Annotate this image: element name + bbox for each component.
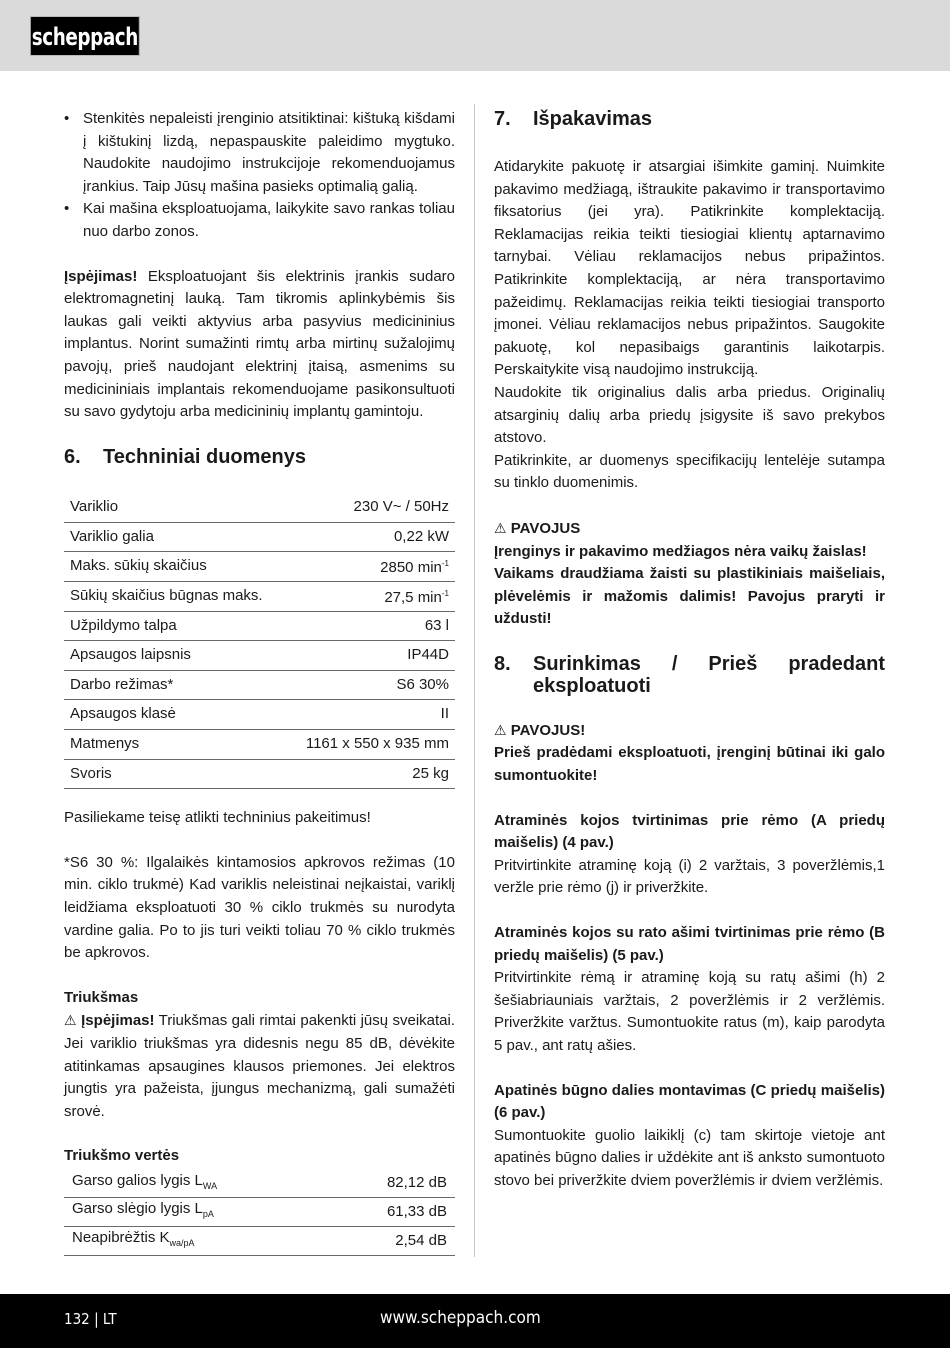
right-column: [494, 108, 885, 1193]
noise-label-subscript: wa/pA: [169, 1238, 195, 1249]
spec-value: [286, 670, 455, 700]
spec-row: [64, 611, 455, 641]
spec-value-text: 1161 x 550 x 935 mm: [305, 734, 449, 752]
danger-label: PAVOJUS: [510, 519, 581, 537]
scheppach-logo: scheppach: [30, 16, 140, 56]
spec-value: [286, 582, 455, 612]
safety-bullets: [64, 108, 455, 244]
bullet-item: • Stenkitės nepaleisti įrenginio atsitiktinai: kištuką kišdami į kištukinį lizdą, nepaspauskite paleidimo mygtuko. Naudokite naudojimo instrukcijoje rekomenduojamus įrankius. Taip Jūsų mašina pasieks optimalią galią.: [64, 108, 455, 198]
section-8-heading: [494, 653, 885, 697]
step-heading: Atraminės kojos tvirtinimas prie rėmo (A priedų maišelis) (4 pav.): [494, 811, 885, 852]
assembly-step: [494, 1080, 885, 1193]
spec-label: Apsaugos klasė: [64, 700, 286, 730]
spec-row: [64, 759, 455, 789]
section-title: Surinkimas / Prieš pradedant: [533, 652, 885, 675]
spec-row: [64, 493, 455, 523]
spec-unit-exponent: -1: [441, 589, 449, 598]
warning-label: Įspėjimas!: [81, 1012, 155, 1030]
noise-value: 2,54 dB: [330, 1227, 455, 1256]
spec-label: Darbo režimas*: [64, 670, 286, 700]
page-header: [0, 0, 950, 71]
noise-label-text: Neapibrėžtis K: [72, 1229, 170, 1247]
spec-value-text: 63 l: [424, 616, 449, 634]
noise-row: [64, 1227, 455, 1256]
assembly-step: [494, 810, 885, 900]
spec-value-text: 0,22 kW: [393, 527, 449, 545]
step-text: Pritvirtinkite atraminę koją (i) 2 varžtais, 3 poveržlėmis,1 veržle prie rėmo (j) ir priveržkite.: [494, 856, 885, 897]
left-column: [64, 108, 455, 1256]
spec-value: [286, 611, 455, 641]
noise-value: 61,33 dB: [330, 1198, 455, 1227]
danger-label: PAVOJUS!: [510, 721, 586, 739]
emf-warning: [64, 266, 455, 424]
page-number: [64, 1310, 117, 1328]
spec-value-text: 2850 min: [380, 559, 442, 577]
spec-value: [286, 493, 455, 523]
spec-row: [64, 700, 455, 730]
spec-row: [64, 641, 455, 671]
spec-value: [286, 729, 455, 759]
warning-icon: ⚠: [494, 519, 507, 536]
noise-label: [64, 1198, 330, 1227]
reserve-note: Pasiliekame teisę atlikti techninius pakeitimus!: [64, 809, 371, 827]
step-heading: Atraminės kojos su rato ašimi tvirtinimas prie rėmo (B priedų maišelis) (5 pav.): [494, 924, 885, 964]
danger-block-assembly: [494, 719, 885, 788]
noise-row: [64, 1198, 455, 1227]
spec-value-text: S6 30%: [396, 675, 449, 693]
noise-label: [64, 1227, 330, 1256]
section-7-heading: [494, 108, 885, 130]
noise-heading: Triukšmas: [64, 988, 139, 1006]
spec-label: Variklio: [64, 493, 286, 523]
duty-note: *S6 30 %: Ilgalaikės kintamosios apkrovos režimas (10 min. ciklo trukmė) Kad variklis neleistinai neįkaistai, variklį leidžiama eksploatuoti 30 % ciklo trukmės su nurodyta vardine galia. Po to jis turi veikti toliau 70 % ciklo trukmės be apkrovos.: [64, 853, 455, 962]
warning-label: Įspėjimas!: [64, 267, 138, 285]
noise-values-table: [64, 1170, 455, 1256]
spec-value: [286, 522, 455, 552]
page-separator: |: [94, 1310, 99, 1328]
section-title: Techniniai duomenys: [103, 445, 306, 468]
assembly-step: [494, 922, 885, 1058]
noise-values-heading: Triukšmo vertės: [64, 1147, 180, 1165]
spec-label: Svoris: [64, 759, 286, 789]
step-text: Sumontuokite guolio laikiklį (c) tam skirtoje vietoje ant apatinės būgno dalies ir uždėkite ant iš anksto sumontuoto stovo bei priveržkite dviem poveržlėmis ir dviem veržlėmis.: [494, 1126, 885, 1189]
spec-label: Sūkių skaičius būgnas maks.: [64, 582, 286, 612]
page-num: 132: [64, 1310, 90, 1328]
specs-table: [64, 493, 455, 789]
noise-label-text: Garso galios lygis L: [72, 1171, 203, 1189]
spec-row: [64, 582, 455, 612]
section-number: 7.: [494, 108, 511, 130]
spec-value-text: 230 V~ / 50Hz: [353, 497, 449, 515]
danger-block-children: [494, 517, 885, 631]
page-footer: [0, 1294, 950, 1348]
language-code: LT: [102, 1310, 117, 1328]
noise-label-subscript: pA: [202, 1209, 214, 1220]
spec-value-text: II: [440, 705, 449, 723]
section-number: 8.: [494, 652, 511, 675]
warning-text: Triukšmas gali rimtai pakenkti jūsų sveikatai. Jei variklio triukšmas yra didesnis negu 85 dB, dėvėkite atitinkamas apsaugines klausos priemones. Jei elektros jungtis yra pažeista, įjungus mechanizmą, gali sumažėti srovė.: [64, 1012, 455, 1120]
step-text: Pritvirtinkite rėmą ir atraminę koją su ratų ašimi (h) 2 šešiabriauniais varžtais, 2 poveržlėmis ir 2 veržlėmis. Priveržkite varžtus. Sumontuokite ratus (m), kaip parodyta 5 pav., ant ratų ašies.: [494, 969, 885, 1054]
section-6-heading: [64, 446, 455, 468]
section-number: 6.: [64, 445, 81, 468]
danger-text: Vaikams draudžiama žaisti su plastikiniais maišeliais, plėvelėmis ir mažomis dalimis! Pavojus praryti ir uždusti!: [494, 565, 885, 628]
noise-row: [64, 1170, 455, 1198]
section-title: Išpakavimas: [533, 108, 652, 130]
bullet-item: • Kai mašina eksploatuojama, laikykite savo rankas toliau nuo darbo zonos.: [64, 198, 455, 243]
spec-label: Maks. sūkių skaičius: [64, 552, 286, 582]
spec-value: [286, 759, 455, 789]
noise-label-text: Garso slėgio lygis L: [72, 1200, 203, 1218]
spec-value-text: IP44D: [407, 646, 449, 664]
warning-icon: ⚠: [494, 721, 507, 738]
step-heading: Apatinės būgno dalies montavimas (C priedų maišelis) (6 pav.): [494, 1081, 885, 1122]
spec-value-text: 27,5 min: [384, 589, 442, 606]
spec-row: [64, 670, 455, 700]
original-parts-paragraph: Naudokite tik originalius dalis arba priedus. Originalių atsarginių dalių arba priedų įsigysite iš savo prekybos atstovo.: [494, 383, 885, 447]
spec-row: [64, 729, 455, 759]
warning-icon: ⚠: [64, 1012, 77, 1029]
spec-value: [286, 700, 455, 730]
spec-unit-exponent: -1: [441, 559, 449, 569]
noise-warning: [64, 1009, 455, 1123]
warning-text: Eksploatuojant šis elektrinis įrankis sudaro elektromagnetinį lauką. Tam tikromis aplinkybėmis šis laukas gali veikti aktyvius arba pasyvius medicininius implantus. Norint sumažinti rimtų arba mirtinų sužalojimų pavojų, prieš naudojant elektrinį įtaisą, asmenims su medicininiais implantais rekomenduojame pasikonsultuoti su savo gydytoju arba medicininių implantų gamintoju.: [64, 267, 455, 421]
spec-label: Variklio galia: [64, 522, 286, 552]
spec-value-text: 25 kg: [412, 764, 449, 782]
spec-label: Užpildymo talpa: [64, 611, 286, 641]
column-divider: [474, 104, 475, 1257]
danger-text: Prieš pradėdami eksploatuoti, įrenginį būtinai iki galo sumontuokite!: [494, 744, 885, 785]
spec-value: [286, 641, 455, 671]
spec-value: [286, 552, 455, 582]
check-data-paragraph: Patikrinkite, ar duomenys specifikacijų lentelėje sutampa su tinklo duomenimis.: [494, 451, 885, 492]
noise-value: 82,12 dB: [330, 1170, 455, 1198]
spec-row: [64, 522, 455, 552]
spec-row: [64, 552, 455, 582]
unpacking-paragraph: Atidarykite pakuotę ir atsargiai išimkite gaminį. Nuimkite pakavimo medžiagą, ištraukite pakavimo ir transportavimo fiksatorius (jei yra). Patikrinkite komplektaciją. Reklamacijas reikia teikti tiesiogiai klientų aptarnavimo tarnybai. Vėliau reklamacijos nebus pripažintos. Patikrinkite komplektaciją, ar nėra transportavimo pažeidimų. Reklamacijas reikia teikti tiesiogiai transporto įmonei. Vėliau reklamacijos nebus pripažintos. Saugokite pakuotę, kol nepasibaigs garantinis laikotarpis. Perskaitykite visą naudojimo instrukciją.: [494, 158, 885, 379]
spec-label: Apsaugos laipsnis: [64, 641, 286, 671]
spec-label: Matmenys: [64, 729, 286, 759]
website-url[interactable]: www.scheppach.com: [380, 1308, 541, 1328]
noise-label: [64, 1170, 330, 1198]
danger-text: Įrenginys ir pakavimo medžiagos nėra vaikų žaislas!: [494, 542, 867, 560]
section-title-cont: eksploatuoti: [533, 674, 651, 697]
noise-label-subscript: WA: [202, 1180, 218, 1191]
